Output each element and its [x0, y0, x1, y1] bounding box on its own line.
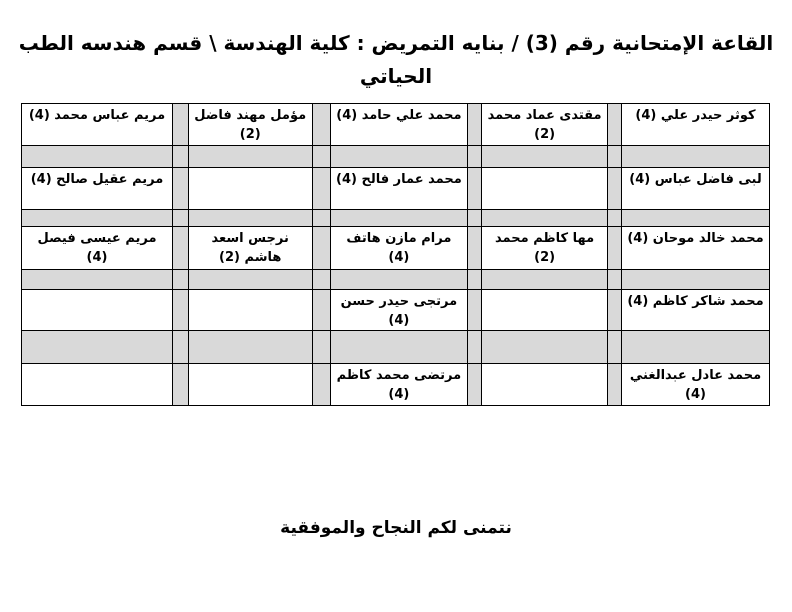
spacer-cell: [188, 331, 312, 364]
aisle-cell: [312, 167, 330, 209]
spacer-cell: [330, 331, 467, 364]
aisle-cell: [468, 289, 482, 331]
aisle-cell: [312, 209, 330, 226]
spacer-cell: [188, 269, 312, 289]
seating-table: [21, 103, 770, 406]
spacer-cell: [622, 209, 770, 226]
aisle-cell: [173, 269, 189, 289]
spacer-cell: [622, 145, 770, 167]
spacer-cell: [482, 209, 608, 226]
aisle-cell: [468, 167, 482, 209]
aisle-cell: [173, 209, 189, 226]
spacer-cell: [188, 145, 312, 167]
seat-cell: محمد خالد موحان (4): [622, 226, 770, 269]
seat-cell: مريم عيسى فيصل (4): [22, 226, 173, 269]
aisle-cell: [607, 269, 621, 289]
seat-cell: مرتضى محمد كاظم (4): [330, 364, 467, 406]
seat-cell: محمد عمار فالح (4): [330, 167, 467, 209]
aisle-cell: [607, 226, 621, 269]
page-title-line2: الحياتي: [359, 64, 433, 88]
aisle-cell: [468, 364, 482, 406]
seat-cell: محمد عادل عبدالغني (4): [622, 364, 770, 406]
seat-cell: مريم عقيل صالح (4): [22, 167, 173, 209]
aisle-cell: [607, 167, 621, 209]
aisle-cell: [468, 209, 482, 226]
spacer-cell: [22, 331, 173, 364]
seat-cell: محمد علي حامد (4): [330, 104, 467, 146]
aisle-cell: [173, 289, 189, 331]
spacer-row-4: [22, 331, 770, 364]
page-title: [0, 27, 792, 93]
aisle-cell: [607, 289, 621, 331]
aisle-cell: [468, 331, 482, 364]
seat-cell: مها كاظم محمد (2): [482, 226, 608, 269]
names-row-4: [22, 289, 770, 331]
spacer-row-2: [22, 209, 770, 226]
spacer-cell: [330, 209, 467, 226]
aisle-cell: [173, 167, 189, 209]
spacer-cell: [622, 269, 770, 289]
seat-cell: [188, 364, 312, 406]
good-luck-message: نتمنى لكم النجاح والموفقية: [280, 518, 512, 538]
aisle-cell: [312, 269, 330, 289]
spacer-cell: [22, 209, 173, 226]
aisle-cell: [607, 209, 621, 226]
seat-cell: لبى فاضل عباس (4): [622, 167, 770, 209]
aisle-cell: [312, 364, 330, 406]
aisle-cell: [173, 104, 189, 146]
seat-cell: [22, 364, 173, 406]
spacer-cell: [330, 145, 467, 167]
spacer-cell: [22, 269, 173, 289]
names-row-5: [22, 364, 770, 406]
spacer-cell: [188, 209, 312, 226]
aisle-cell: [312, 289, 330, 331]
names-row-1: [22, 104, 770, 146]
spacer-row-3: [22, 269, 770, 289]
aisle-cell: [607, 145, 621, 167]
aisle-cell: [607, 331, 621, 364]
aisle-cell: [173, 364, 189, 406]
aisle-cell: [468, 145, 482, 167]
seat-cell: نرجس اسعد هاشم (2): [188, 226, 312, 269]
seat-cell: [22, 289, 173, 331]
seat-cell: مرام مازن هاتف (4): [330, 226, 467, 269]
seat-cell: مقتدى عماد محمد (2): [482, 104, 608, 146]
names-row-3: [22, 226, 770, 269]
aisle-cell: [468, 226, 482, 269]
seat-cell: [482, 289, 608, 331]
seat-cell: [188, 167, 312, 209]
aisle-cell: [312, 331, 330, 364]
page-title-line1: القاعة الإمتحانية رقم (3) / بنايه التمريض : كلية الهندسة \ قسم هندسه الطب: [18, 31, 774, 55]
spacer-cell: [482, 269, 608, 289]
spacer-cell: [22, 145, 173, 167]
spacer-cell: [330, 269, 467, 289]
aisle-cell: [468, 269, 482, 289]
spacer-cell: [482, 145, 608, 167]
seat-cell: [482, 364, 608, 406]
aisle-cell: [607, 104, 621, 146]
spacer-cell: [482, 331, 608, 364]
aisle-cell: [607, 364, 621, 406]
aisle-cell: [312, 104, 330, 146]
aisle-cell: [173, 331, 189, 364]
aisle-cell: [312, 145, 330, 167]
seat-cell: مؤمل مهند فاضل (2): [188, 104, 312, 146]
seat-cell: [482, 167, 608, 209]
seat-cell: مريم عباس محمد (4): [22, 104, 173, 146]
seat-cell: محمد شاكر كاظم (4): [622, 289, 770, 331]
names-row-2: [22, 167, 770, 209]
aisle-cell: [312, 226, 330, 269]
seat-cell: [188, 289, 312, 331]
aisle-cell: [173, 226, 189, 269]
spacer-cell: [622, 331, 770, 364]
spacer-row-1: [22, 145, 770, 167]
seat-cell: كوثر حيدر علي (4): [622, 104, 770, 146]
aisle-cell: [468, 104, 482, 146]
aisle-cell: [173, 145, 189, 167]
seat-cell: مرتجى حيدر حسن (4): [330, 289, 467, 331]
